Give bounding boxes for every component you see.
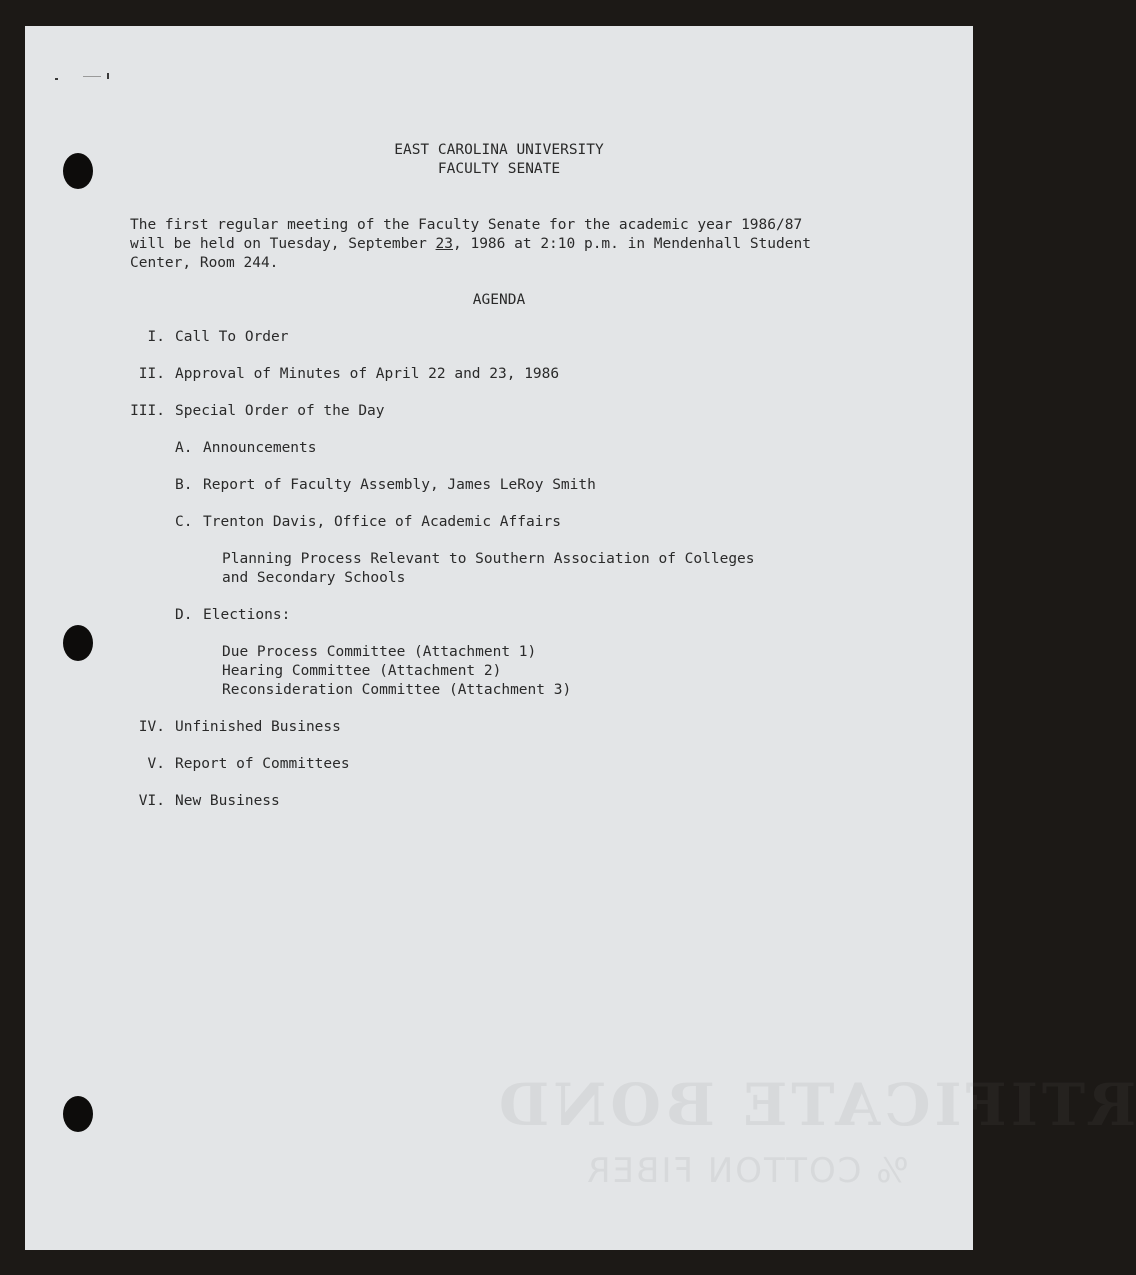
agenda-detail-planning-2: and Secondary Schools — [222, 570, 406, 586]
agenda-subitem-trenton-davis: Trenton Davis, Office of Academic Affairs — [203, 514, 561, 530]
paper-speck — [83, 76, 101, 77]
intro-line-1: The first regular meeting of the Faculty Senate for the academic year 1986/87 — [130, 217, 803, 233]
intro-line-3: Center, Room 244. — [130, 255, 279, 271]
agenda-detail-planning-1: Planning Process Relevant to Southern Association of Colleges — [222, 551, 755, 567]
agenda-item-call-to-order: Call To Order — [175, 329, 289, 345]
paper-watermark-subtitle: % COTTON FIBER — [585, 1151, 909, 1191]
agenda-item-approval-of-minutes: Approval of Minutes of April 22 and 23, 1986 — [175, 366, 560, 382]
agenda-item-new-business: New Business — [175, 793, 280, 809]
agenda-subitem-faculty-assembly-report: Report of Faculty Assembly, James LeRoy Smith — [203, 477, 596, 493]
agenda-title: AGENDA — [472, 292, 526, 308]
punch-hole-icon — [63, 1096, 93, 1132]
meeting-date: 23 — [435, 236, 454, 252]
senate-name: FACULTY SENATE — [437, 161, 561, 177]
election-hearing: Hearing Committee (Attachment 2) — [222, 663, 502, 679]
agenda-num-iii: III. — [130, 403, 165, 419]
agenda-subnum-c: C. — [175, 514, 193, 530]
agenda-num-v: V. — [147, 756, 165, 772]
agenda-subnum-b: B. — [175, 477, 193, 493]
agenda-subnum-d: D. — [175, 607, 193, 623]
agenda-item-report-of-committees: Report of Committees — [175, 756, 350, 772]
agenda-subnum-a: A. — [175, 440, 193, 456]
intro-line-2-start: will be held on Tuesday, September — [130, 236, 436, 252]
paper-watermark: RTIFICATE BOND — [495, 1071, 1136, 1139]
agenda-subitem-elections: Elections: — [203, 607, 291, 623]
election-reconsideration: Reconsideration Committee (Attachment 3) — [222, 682, 572, 698]
punch-hole-icon — [63, 625, 93, 661]
election-due-process: Due Process Committee (Attachment 1) — [222, 644, 537, 660]
agenda-subitem-announcements: Announcements — [203, 440, 317, 456]
agenda-num-i: I. — [147, 329, 165, 345]
agenda-num-ii: II. — [138, 366, 165, 382]
intro-line-2-end: , 1986 at 2:10 p.m. in Mendenhall Student — [453, 236, 811, 252]
intro-line-2 — [130, 235, 811, 254]
agenda-item-special-order: Special Order of the Day — [175, 403, 385, 419]
paper-speck — [55, 78, 58, 80]
agenda-num-iv: IV. — [138, 719, 165, 735]
university-name: EAST CAROLINA UNIVERSITY — [394, 142, 604, 158]
agenda-item-unfinished-business: Unfinished Business — [175, 719, 341, 735]
agenda-num-vi: VI. — [138, 793, 165, 809]
document-page — [25, 26, 1136, 1250]
paper-speck — [107, 73, 109, 79]
